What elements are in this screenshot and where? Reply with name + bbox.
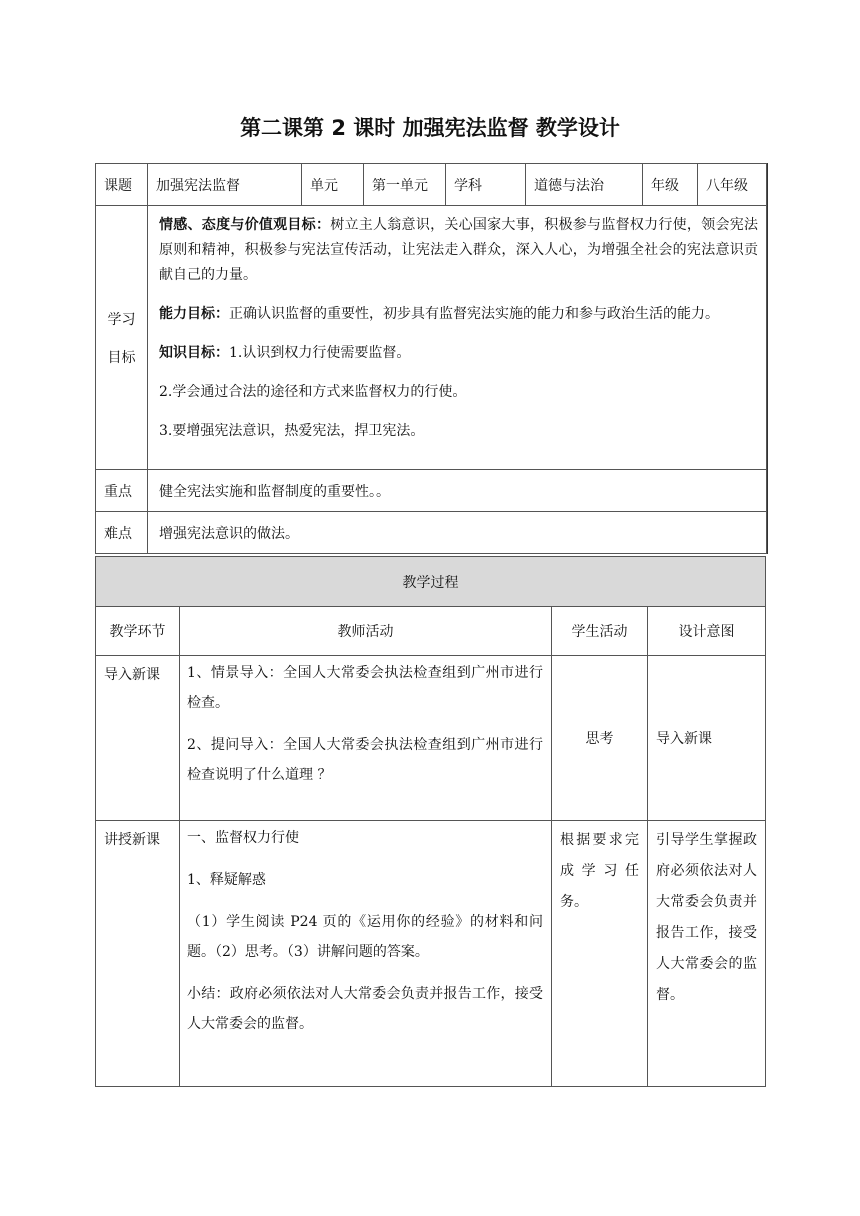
subject-value: 道德与法治	[526, 164, 643, 206]
difficulty-label: 难点	[96, 512, 148, 554]
course-info-table	[95, 163, 767, 554]
ability-goal-heading: 能力目标：	[159, 306, 229, 322]
table-row	[96, 821, 766, 1087]
goals-label-line2: 目标	[107, 349, 136, 366]
teacher-activity-line: 一、监督权力行使	[187, 830, 299, 846]
student-activity-intro: 思考	[552, 656, 648, 821]
knowledge-goal-item-1: 1.认识到权力行使需要监督。	[229, 345, 411, 361]
goals-label-line1: 学习	[107, 311, 136, 328]
design-intent-intro: 导入新课	[648, 656, 766, 821]
subject-label: 学科	[446, 164, 526, 206]
process-header-row	[96, 557, 766, 607]
emotion-goal-heading: 情感、态度与价值观目标：	[159, 217, 331, 233]
key-point-row	[96, 470, 767, 512]
difficulty-text: 增强宪法意识的做法。	[148, 512, 767, 554]
knowledge-goal-item-2: 2.学会通过合法的途径和方式来监督权力的行使。	[159, 384, 467, 400]
teacher-activity-line: 1、情景导入：全国人大常委会执法检查组到广州市进行检查。	[187, 665, 543, 711]
goals-content	[148, 206, 767, 470]
grade-label: 年级	[643, 164, 698, 206]
process-columns-row	[96, 607, 766, 656]
emotion-goal	[159, 213, 758, 288]
col-student: 学生活动	[552, 607, 648, 656]
process-header: 教学过程	[96, 557, 766, 607]
teaching-process-table	[95, 556, 766, 1087]
emotion-goal-text: 树立主人翁意识，关心国家大事，积极参与监督权力行使，领会宪法原则和精神，积极参与宪法宣传活动，让宪法走入群众，深入人心，为增强全社会的宪法意识贡献自己的力量。	[159, 217, 758, 283]
teacher-activity-line: 2、提问导入：全国人大常委会执法检查组到广州市进行检查说明了什么道理 ？	[187, 737, 543, 783]
teacher-activity-line: 1、释疑解惑	[187, 872, 266, 888]
ability-goal-text: 正确认识监督的重要性，初步具有监督宪法实施的能力和参与政治生活的能力。	[229, 306, 719, 322]
course-value: 加强宪法监督	[148, 164, 302, 206]
teacher-activity-line: 小结：政府必须依法对人大常委会负责并报告工作，接受人大常委会的监督。	[187, 986, 543, 1032]
teacher-activity-line: （1）学生阅读 P24 页的《运用你的经验》的材料和问题。（2）思考。（3）讲解问题的答案。	[187, 914, 543, 960]
col-intent: 设计意图	[648, 607, 766, 656]
difficulty-row	[96, 512, 767, 554]
ability-goal	[159, 302, 758, 327]
knowledge-goal-item-3: 3.要增强宪法意识，热爱宪法，捍卫宪法。	[159, 423, 425, 439]
stage-intro: 导入新课	[96, 656, 180, 821]
page-title: 第二课第 2 课时 加强宪法监督 教学设计	[240, 116, 620, 140]
unit-label: 单元	[302, 164, 364, 206]
design-intent-lecture: 引导学生掌握政府必须依法对人大常委会负责并报告工作，接受人大常委会的监督。	[648, 821, 766, 1087]
info-row	[96, 164, 767, 206]
knowledge-goal	[159, 341, 758, 366]
goals-label	[96, 206, 148, 470]
unit-value: 第一单元	[364, 164, 446, 206]
course-label: 课题	[96, 164, 148, 206]
key-point-text: 健全宪法实施和监督制度的重要性。。	[148, 470, 767, 512]
teacher-activity-intro	[180, 656, 552, 821]
knowledge-goal-heading: 知识目标：	[159, 345, 229, 361]
teacher-activity-lecture	[180, 821, 552, 1087]
col-teacher: 教师活动	[180, 607, 552, 656]
grade-value: 八年级	[698, 164, 767, 206]
stage-lecture: 讲授新课	[96, 821, 180, 1087]
student-activity-lecture: 根据要求完成学习任务。	[552, 821, 648, 1087]
goals-row	[96, 206, 767, 470]
key-point-label: 重点	[96, 470, 148, 512]
col-stage: 教学环节	[96, 607, 180, 656]
table-row	[96, 656, 766, 821]
